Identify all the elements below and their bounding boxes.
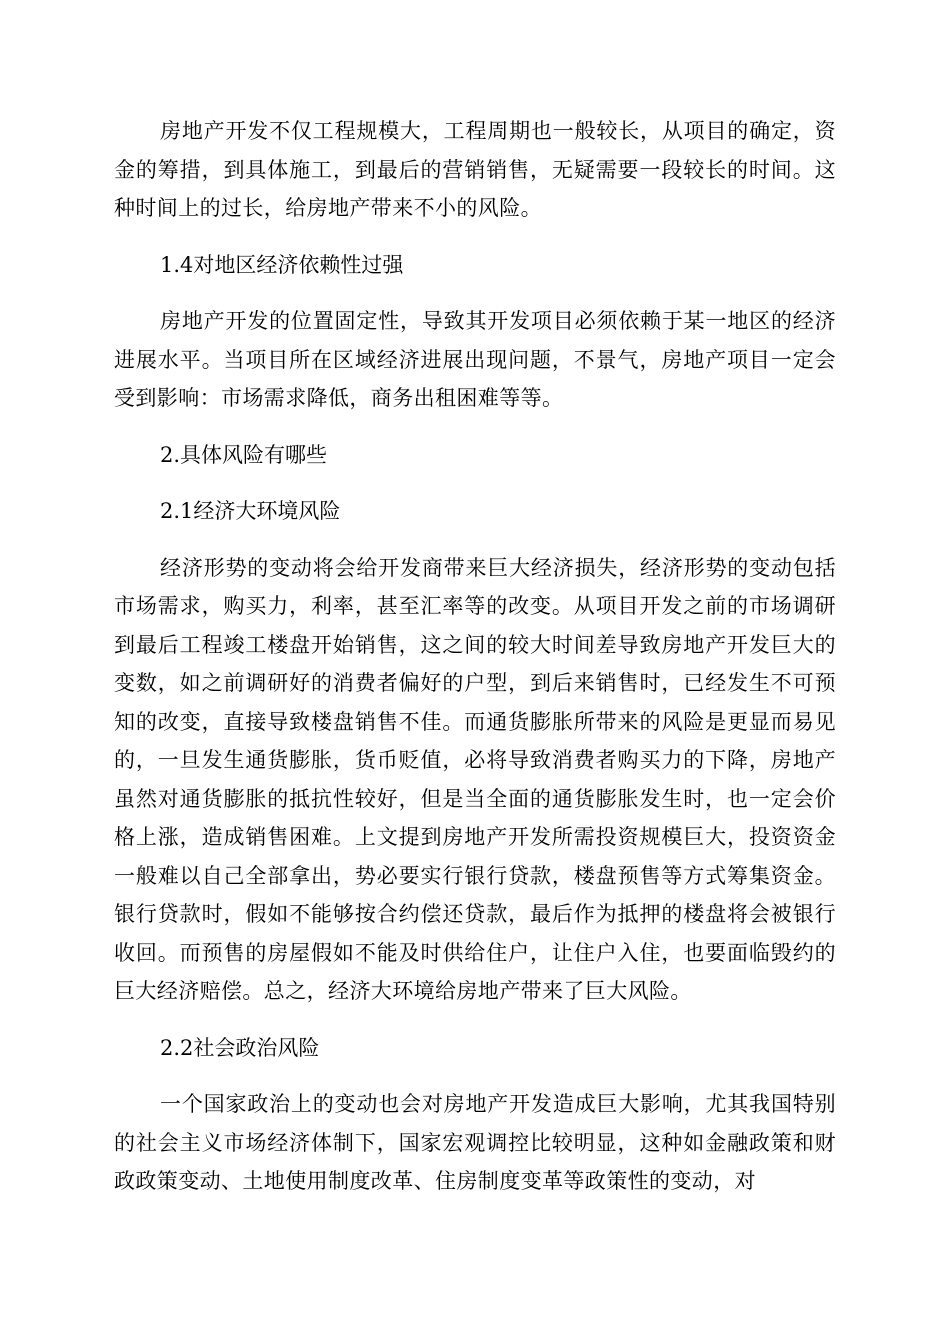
paragraph-economic-risk: 经济形势的变动将会给开发商带来巨大经济损失，经济形势的变动包括市场需求，购买力，利率，甚至汇率等的改变。从项目开发之前的市场调研到最后工程竣工楼盘开始销售，这之间的较大时间差导致房地产开发巨大的变数，如之前调研好的消费者偏好的户型，到后来销售时，已经发生不可预知的改变，直接导致楼盘销售不佳。而通货膨胀所带来的风险是更显而易见的，一旦发生通货膨胀，货币贬值，必将导致消费者购买力的下降，房地产虽然对通货膨胀的抵抗性较好，但是当全面的通货膨胀发生时，也一定会价格上涨，造成销售困难。上文提到房地产开发所需投资规模巨大，投资资金一般难以自己全部拿出，势必要实行银行贷款，楼盘预售等方式筹集资金。银行贷款时，假如不能够按合约偿还贷款，最后作为抵押的楼盘将会被银行收回。而预售的房屋假如不能及时供给住户，让住户入住，也要面临毁约的巨大经济赔偿。总之，经济大环境给房地产带来了巨大风险。 [114, 555, 836, 1003]
heading-political-risk: 2.2社会政治风险 [160, 1035, 320, 1060]
paragraph-regional-dependency: 房地产开发的位置固定性，导致其开发项目必须依赖于某一地区的经济进展水平。当项目所在区域经济进展出现问题，不景气，房地产项目一定会受到影响：市场需求降低，商务出租困难等等。 [114, 309, 836, 410]
heading-regional-dependency: 1.4对地区经济依赖性过强 [160, 252, 404, 277]
heading-economic-risk: 2.1经济大环境风险 [160, 499, 341, 523]
paragraph-project-duration: 房地产开发不仅工程规模大，工程周期也一般较长，从项目的确定，资金的筹措，到具体施工，到最后的营销销售，无疑需要一段较长的时间。这种时间上的过长，给房地产带来不小的风险。 [114, 119, 836, 220]
heading-specific-risks: 2.具体风险有哪些 [160, 442, 328, 467]
document-page [114, 112, 836, 1201]
paragraph-political-risk: 一个国家政治上的变动也会对房地产开发造成巨大影响，尤其我国特别的社会主义市场经济体制下，国家宏观调控比较明显，这种如金融政策和财政政策变动、土地使用制度改革、住房制度变革等政策性的变动，对 [114, 1092, 836, 1193]
